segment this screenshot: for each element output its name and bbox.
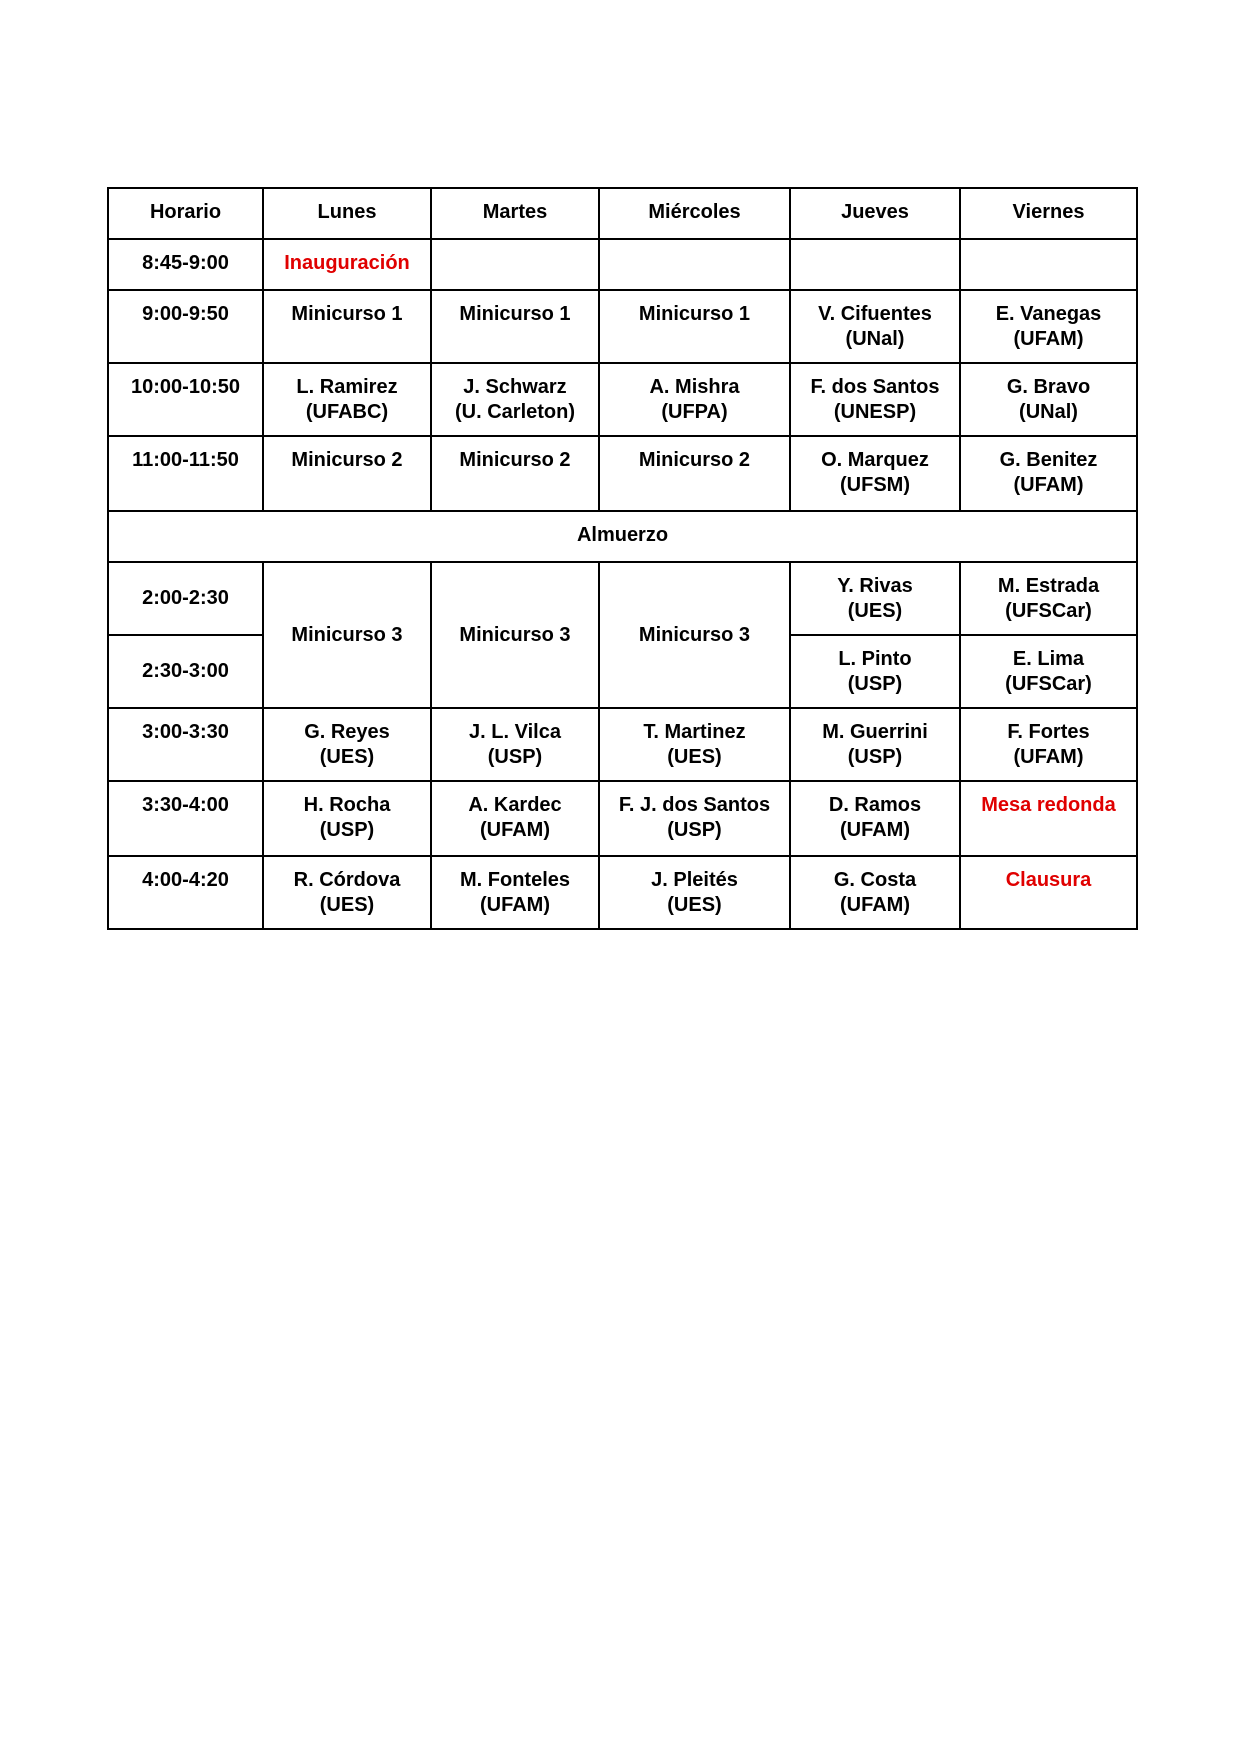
speaker-institution: (UFAM) [840,819,910,841]
table-row [108,239,1137,290]
talk-cell [790,363,960,436]
talk-cell [790,290,960,363]
speaker-institution: (UNESP) [833,401,917,423]
talk-cell [431,708,599,781]
speaker-name: J. Schwarz [463,376,567,398]
time-cell: 11:00-11:50 [108,436,263,511]
header-cell-horario: Horario [108,188,263,239]
speaker-name: G. Costa [833,869,917,891]
talk-cell [790,856,960,929]
speaker-institution: (UNal) [1019,401,1078,423]
time-cell: 9:00-9:50 [108,290,263,363]
talk-cell [263,781,431,856]
speaker-name: F. dos Santos [810,376,940,398]
speaker-name: G. Reyes [304,721,390,743]
speaker-name: T. Martinez [643,721,746,743]
header-cell-martes: Martes [431,188,599,239]
talk-cell [960,363,1137,436]
empty-cell [431,239,599,290]
speaker-name: J. Pleités [651,869,738,891]
speaker-name: A. Mishra [649,376,740,398]
empty-cell [790,239,960,290]
talk-cell [431,781,599,856]
header-cell-jueves: Jueves [790,188,960,239]
speaker-institution: (UFABC) [305,401,389,423]
time-cell: 10:00-10:50 [108,363,263,436]
time-cell: 4:00-4:20 [108,856,263,929]
speaker-institution: (USP) [487,746,543,768]
lunch-cell: Almuerzo [108,511,1137,562]
schedule-table [107,187,1138,930]
talk-cell [599,708,790,781]
speaker-institution: (USP) [319,819,375,841]
minicourse-cell: Minicurso 1 [431,290,599,363]
speaker-institution: (UFSCar) [1005,673,1092,695]
table-row [108,708,1137,781]
minicourse-cell: Minicurso 3 [431,562,599,708]
header-cell-lunes: Lunes [263,188,431,239]
minicourse-cell: Minicurso 1 [599,290,790,363]
talk-cell [263,856,431,929]
speaker-institution: (UES) [319,746,375,768]
table-row [108,856,1137,929]
talk-cell [431,856,599,929]
lunch-row [108,511,1137,562]
header-row [108,188,1137,239]
round-table-cell: Mesa redonda [960,781,1137,856]
minicourse-cell: Minicurso 2 [431,436,599,511]
talk-cell [960,562,1137,635]
time-cell: 2:30-3:00 [108,635,263,708]
talk-cell [599,781,790,856]
talk-cell [790,781,960,856]
talk-cell [790,635,960,708]
table-row [108,363,1137,436]
minicourse-cell: Minicurso 3 [263,562,431,708]
empty-cell [599,239,790,290]
speaker-name: G. Bravo [1006,376,1091,398]
speaker-institution: (UFAM) [480,894,550,916]
speaker-name: O. Marquez [821,449,929,471]
speaker-institution: (UFPA) [661,401,728,423]
talk-cell [790,436,960,511]
speaker-name: L. Pinto [838,648,912,670]
table-row [108,562,1137,635]
speaker-name: F. Fortes [1007,721,1090,743]
talk-cell [790,562,960,635]
speaker-name: L. Ramirez [296,376,398,398]
table-row [108,290,1137,363]
opening-cell: Inauguración [263,239,431,290]
table-row [108,781,1137,856]
speaker-name: J. L. Vilca [469,721,561,743]
speaker-institution: (UFAM) [1013,746,1084,768]
empty-cell [960,239,1137,290]
speaker-institution: (UES) [667,894,722,916]
speaker-name: M. Estrada [997,575,1100,597]
talk-cell [599,856,790,929]
speaker-name: F. J. dos Santos [618,794,771,816]
time-cell: 2:00-2:30 [108,562,263,635]
talk-cell [599,363,790,436]
talk-cell [790,708,960,781]
speaker-name: H. Rocha [303,794,391,816]
speaker-name: Y. Rivas [837,575,913,597]
speaker-institution: (UNal) [845,328,905,350]
talk-cell [431,363,599,436]
speaker-institution: (USP) [847,673,903,695]
speaker-institution: (USP) [667,819,722,841]
speaker-institution: (UFSM) [840,474,910,496]
time-cell: 3:30-4:00 [108,781,263,856]
speaker-name: M. Fonteles [459,869,570,891]
closing-cell: Clausura [960,856,1137,929]
minicourse-cell: Minicurso 2 [263,436,431,511]
minicourse-cell: Minicurso 3 [599,562,790,708]
speaker-institution: (UFAM) [1013,328,1084,350]
table-row [108,436,1137,511]
speaker-institution: (UES) [667,746,722,768]
speaker-institution: (UFAM) [480,819,550,841]
speaker-institution: (UFAM) [1013,474,1084,496]
talk-cell [263,363,431,436]
talk-cell [960,290,1137,363]
speaker-name: R. Córdova [293,869,401,891]
speaker-institution: (USP) [847,746,903,768]
talk-cell [263,708,431,781]
minicourse-cell: Minicurso 2 [599,436,790,511]
speaker-name: D. Ramos [828,794,922,816]
speaker-institution: (U. Carleton) [455,401,575,423]
minicourse-cell: Minicurso 1 [263,290,431,363]
speaker-institution: (UES) [319,894,375,916]
time-cell: 8:45-9:00 [108,239,263,290]
speaker-name: E. Lima [1012,648,1085,670]
talk-cell [960,635,1137,708]
header-cell-viernes: Viernes [960,188,1137,239]
time-cell: 3:00-3:30 [108,708,263,781]
speaker-name: V. Cifuentes [818,303,932,325]
speaker-name: E. Vanegas [995,303,1102,325]
talk-cell [960,708,1137,781]
speaker-institution: (UES) [847,600,903,622]
speaker-institution: (UFAM) [840,894,910,916]
speaker-name: A. Kardec [468,794,562,816]
talk-cell [960,436,1137,511]
speaker-institution: (UFSCar) [1005,600,1092,622]
speaker-name: G. Benitez [999,449,1098,471]
header-cell-miercoles: Miércoles [599,188,790,239]
speaker-name: M. Guerrini [822,721,928,743]
